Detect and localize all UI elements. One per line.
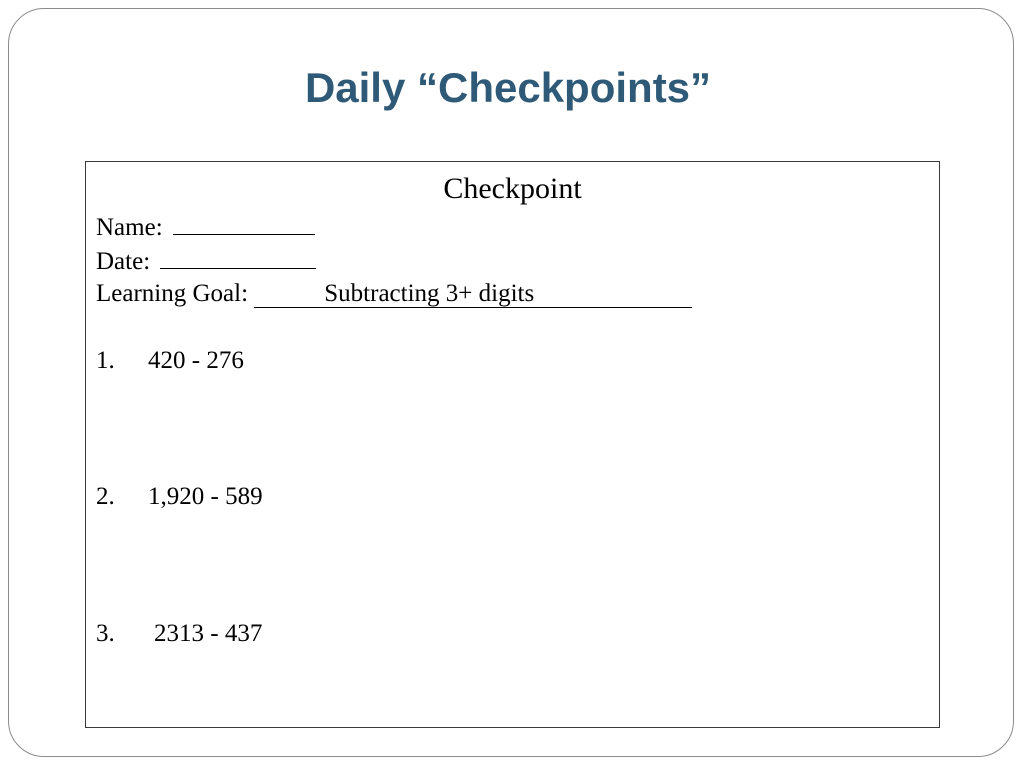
name-label: Name: [96, 214, 163, 241]
name-field [96, 212, 315, 242]
problem-expression: 1,920 - 589 [148, 483, 263, 510]
learning-goal-label: Learning Goal: [96, 280, 249, 307]
problem-number: 3. [96, 620, 115, 647]
learning-goal-field [96, 280, 692, 308]
problem-2 [96, 483, 263, 511]
card-heading: Checkpoint [443, 172, 582, 205]
date-blank [160, 246, 316, 269]
problem-1 [96, 347, 244, 375]
problem-number: 1. [96, 347, 115, 374]
problem-3 [96, 620, 262, 648]
problem-number: 2. [96, 483, 115, 510]
date-label: Date: [96, 248, 151, 275]
problem-expression: 2313 - 437 [154, 620, 263, 647]
name-blank [173, 212, 315, 235]
slide-title: Daily “Checkpoints” [304, 64, 712, 111]
learning-goal-value: Subtracting 3+ digits [254, 281, 692, 308]
date-field [96, 246, 316, 276]
problem-expression: 420 - 276 [148, 347, 244, 374]
checkpoint-card [85, 161, 940, 728]
